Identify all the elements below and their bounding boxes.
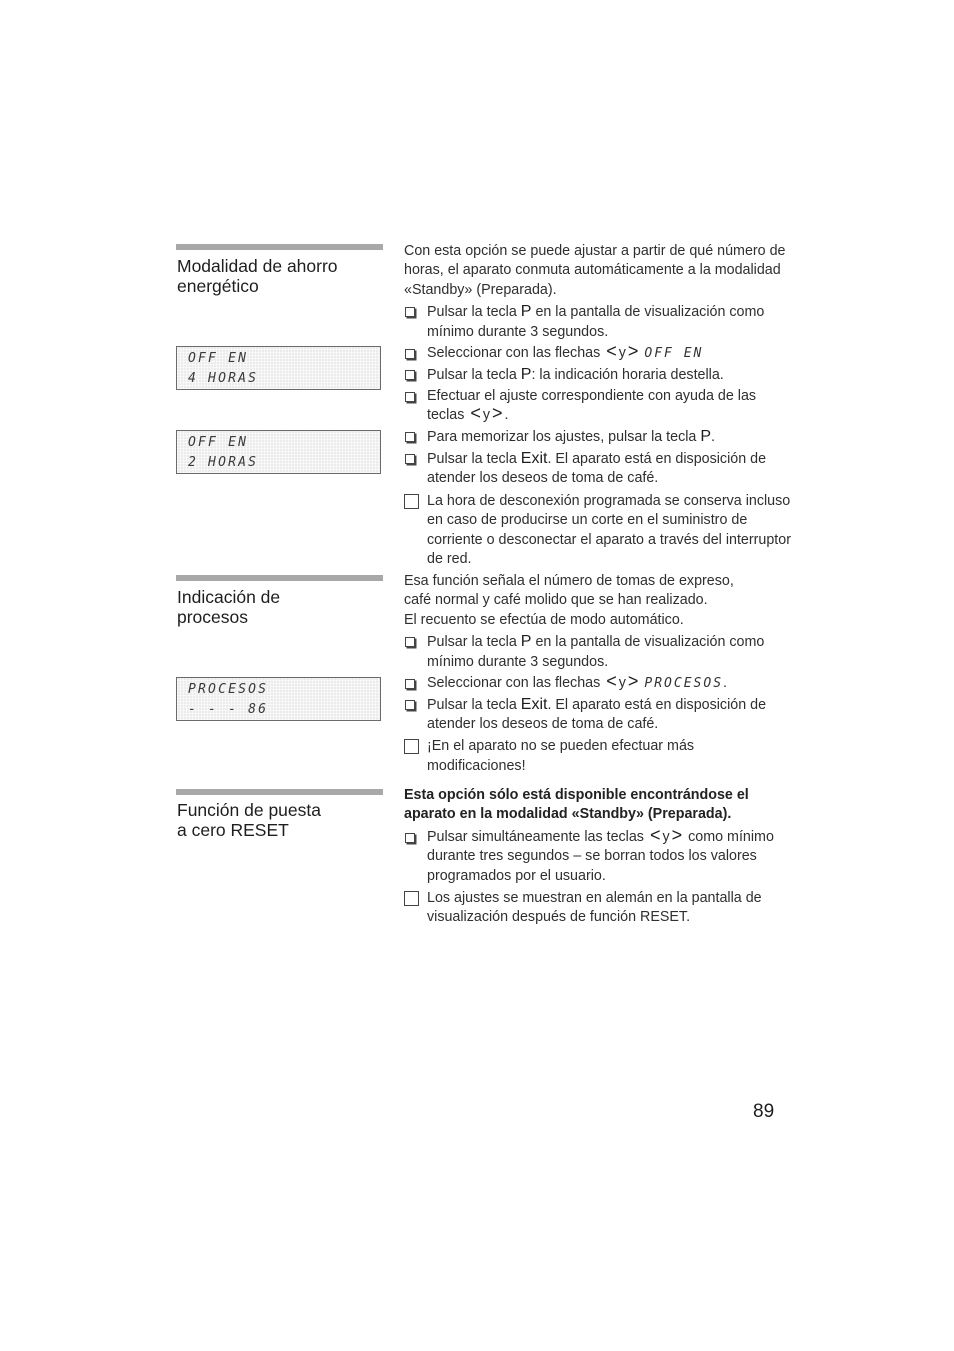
step-item: Pulsar la tecla P en la pantalla de visualización como mínimo durante 3 segundos. bbox=[404, 632, 796, 672]
display-text: OFF EN bbox=[644, 345, 704, 361]
checkbox-bullet-icon bbox=[405, 700, 415, 710]
section-body-procesos bbox=[404, 572, 796, 778]
section-heading-procesos: Indicación de procesos bbox=[177, 587, 281, 627]
arrow-left-icon: < bbox=[606, 670, 617, 691]
display-text: PROCESOS bbox=[644, 675, 724, 691]
section-body-ahorro bbox=[404, 242, 796, 571]
intro-line: El recuento se efectúa de modo automático. bbox=[404, 611, 684, 628]
checkbox-bullet-icon bbox=[405, 637, 415, 647]
note-item: ¡En el aparato no se pueden efectuar más modificaciones! bbox=[404, 737, 796, 776]
checkbox-bullet-icon bbox=[405, 349, 415, 359]
key-label: Exit bbox=[520, 450, 548, 468]
key-label: Exit bbox=[520, 695, 548, 713]
key-label: P bbox=[520, 303, 532, 321]
section-heading-reset: Función de puesta a cero RESET bbox=[177, 800, 321, 840]
arrow-left-icon: < bbox=[606, 340, 617, 361]
arrow-right-icon: > bbox=[627, 670, 639, 691]
lcd-display-procesos: PROCESOS - - - 86 bbox=[176, 677, 381, 721]
arrow-right-icon: > bbox=[492, 403, 503, 424]
note-box-icon bbox=[404, 739, 419, 754]
intro-text: Con esta opción se puede ajustar a partir de qué número de horas, el aparato conmuta automáticamente a la modalidad «Standby» (Preparada). bbox=[404, 243, 786, 298]
intro-line: Esa función señala el número de tomas de expreso, bbox=[404, 573, 734, 589]
arrow-right-icon: > bbox=[627, 340, 639, 361]
section-heading-ahorro: Modalidad de ahorro energético bbox=[177, 256, 338, 296]
step-item: Pulsar la tecla Exit. El aparato está en disposición de atender los deseos de toma de café. bbox=[404, 695, 796, 735]
step-item: Pulsar la tecla P: la indicación horaria destella. bbox=[404, 365, 796, 385]
checkbox-bullet-icon bbox=[405, 432, 415, 442]
key-label: P bbox=[700, 428, 712, 446]
intro-line: café normal y café molido que se han realizado. bbox=[404, 592, 708, 609]
step-item: Seleccionar con las flechas < y > OFF EN bbox=[404, 344, 796, 363]
note-box-icon bbox=[404, 891, 419, 906]
arrow-right-icon: > bbox=[671, 824, 683, 845]
section-divider-bar bbox=[176, 244, 383, 250]
arrow-left-icon: < bbox=[470, 403, 481, 424]
checkbox-bullet-icon bbox=[405, 370, 415, 380]
note-item: Los ajustes se muestran en alemán en la pantalla de visualización después de función RESET. bbox=[404, 889, 796, 928]
checkbox-bullet-icon bbox=[405, 679, 415, 689]
key-label: P bbox=[520, 365, 532, 383]
section-divider-bar bbox=[176, 575, 383, 581]
page-number: 89 bbox=[753, 1101, 775, 1122]
checkbox-bullet-icon bbox=[405, 392, 415, 402]
step-item: Pulsar la tecla Exit. El aparato está en disposición de atender los deseos de toma de café. bbox=[404, 449, 796, 489]
note-box-icon bbox=[404, 494, 419, 509]
intro-bold-text: Esta opción sólo está disponible encontrándose el aparato en la modalidad «Standby» (Preparada). bbox=[404, 787, 749, 823]
key-label: P bbox=[520, 633, 532, 651]
section-divider-bar bbox=[176, 789, 383, 795]
section-body-reset bbox=[404, 786, 796, 929]
step-item: Pulsar simultáneamente las teclas < y > como mínimo durante tres segundos – se borran todos los valores programados por el usuario. bbox=[404, 828, 796, 886]
step-item: Seleccionar con las flechas < y > PROCESOS. bbox=[404, 674, 796, 693]
lcd-display-off-4h: OFF EN 4 HORAS bbox=[176, 346, 381, 390]
checkbox-bullet-icon bbox=[405, 454, 415, 464]
step-item: Pulsar la tecla P en la pantalla de visualización como mínimo durante 3 segundos. bbox=[404, 302, 796, 342]
step-item: Efectuar el ajuste correspondiente con ayuda de las teclas < y > . bbox=[404, 387, 796, 426]
checkbox-bullet-icon bbox=[405, 833, 415, 843]
checkbox-bullet-icon bbox=[405, 307, 415, 317]
step-item: Para memorizar los ajustes, pulsar la tecla P. bbox=[404, 427, 796, 447]
arrow-left-icon: < bbox=[649, 824, 661, 845]
note-item: La hora de desconexión programada se conserva incluso en caso de producirse un corte en el suministro de corriente o desconectar el aparato a través del interruptor de red. bbox=[404, 492, 796, 570]
lcd-display-off-2h: OFF EN 2 HORAS bbox=[176, 430, 381, 474]
